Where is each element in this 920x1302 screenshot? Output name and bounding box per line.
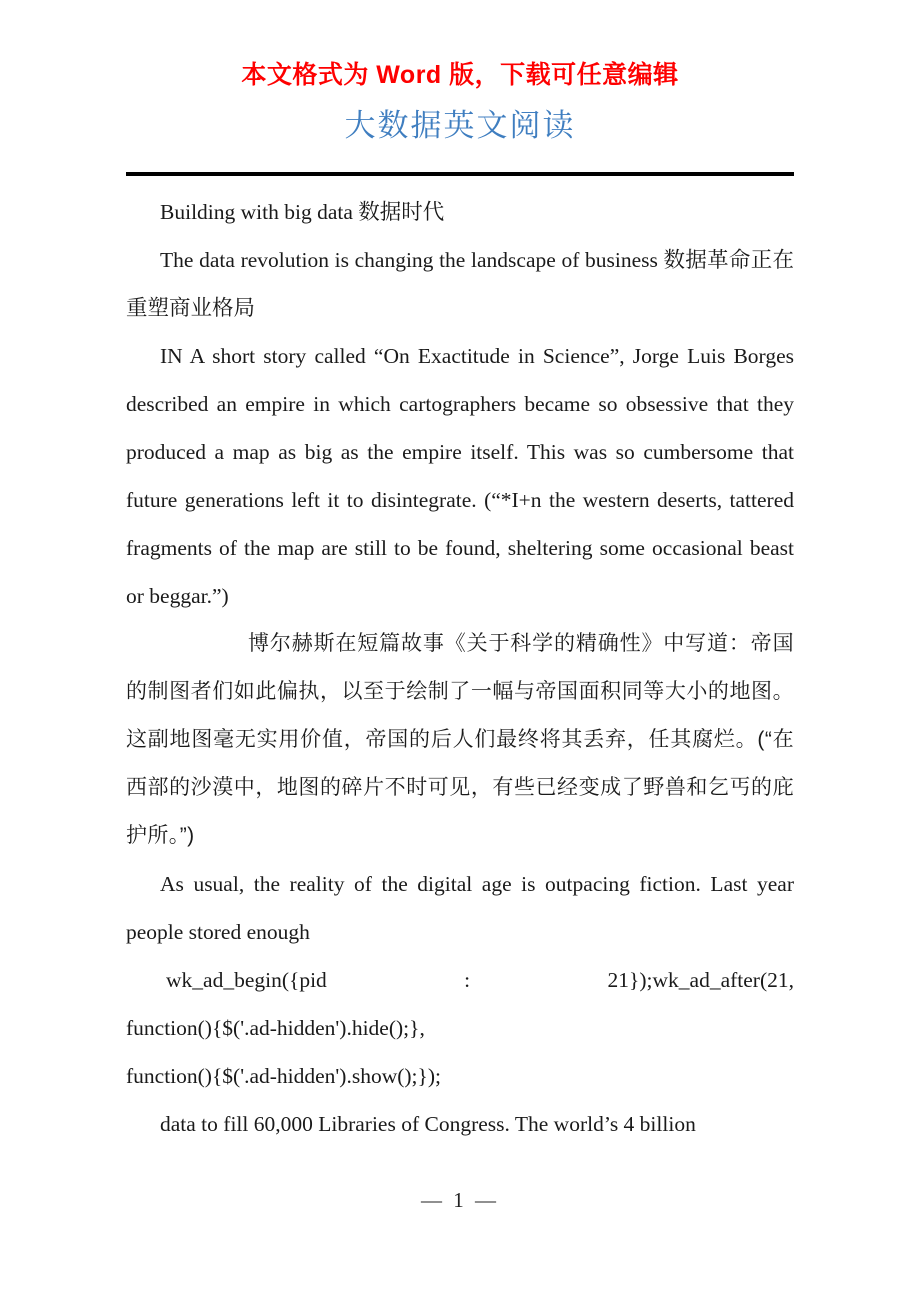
paragraph-ad-code-line-1: wk_ad_begin({pid : 21});wk_ad_after(21, [166, 968, 794, 992]
paragraph-as-usual: As usual, the reality of the digital age is outpacing fiction. Last year people stored enough [126, 872, 794, 944]
paragraph-borges-english: IN A short story called “On Exactitude in Science”, Jorge Luis Borges described an empire in which cartographers became so obsessive that they produced a map as big as the empire itself. This was so cumbersome that future generations left it to disintegrate. (“*I+n the western deserts, tattered fragments of the map are still to be found, sheltering some occasional beast or beggar.”) [126, 344, 794, 608]
paragraph-congress: data to fill 60,000 Libraries of Congress. The world’s 4 billion [160, 1112, 696, 1136]
document-body [126, 188, 794, 1148]
document-header [126, 58, 794, 146]
paragraph-heading-bilingual: Building with big data 数据时代 [160, 200, 445, 224]
paragraph-subtitle-bilingual: The data revolution is changing the landscape of business 数据革命正在重塑商业格局 [126, 248, 794, 320]
header-divider [126, 172, 794, 176]
page-number: — 1 — [421, 1188, 499, 1212]
paragraph-ad-code-line-2: function(){$('.ad-hidden').hide();}, [126, 1016, 425, 1040]
paragraph-borges-chinese: 博尔赫斯在短篇故事《关于科学的精确性》中写道：帝国的制图者们如此偏执，以至于绘制了一幅与帝国面积同等大小的地图。这副地图毫无实用价值，帝国的后人们最终将其丢弃，任其腐烂。(“在西部的沙漠中，地图的碎片不时可见，有些已经变成了野兽和乞丐的庇护所。”) [126, 632, 794, 847]
word-format-watermark: 本文格式为 Word 版，下载可任意编辑 [241, 61, 679, 89]
page-title: 大数据英文阅读 [344, 108, 576, 143]
paragraph-ad-code-line-3: function(){$('.ad-hidden').show();}); [126, 1064, 441, 1088]
